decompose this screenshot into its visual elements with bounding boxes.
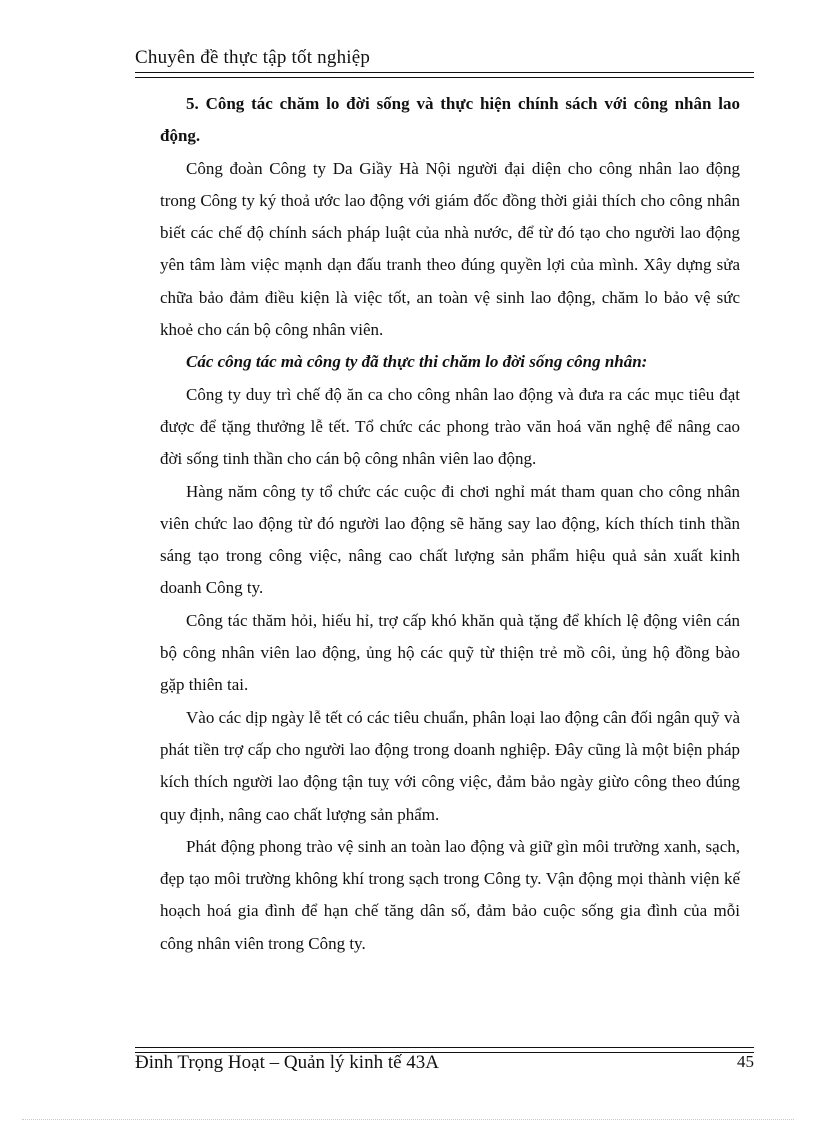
page-body — [160, 88, 740, 960]
header-double-rule — [135, 72, 754, 78]
page-number: 45 — [737, 1052, 754, 1071]
paragraph-2: Công ty duy trì chế độ ăn ca cho công nhân lao động và đưa ra các mục tiêu đạt được để tặng thưởng lễ tết. Tổ chức các phong trào văn hoá văn nghệ để nâng cao đời sống tinh thần cho cán bộ công nhân viên lao động. — [160, 384, 740, 469]
paragraph-3: Hàng năm công ty tổ chức các cuộc đi chơi nghỉ mát tham quan cho công nhân viên chức lao động từ đó người lao động sẽ hăng say lao động, kích thích tinh thần sáng tạo trong công việc, nâng cao chất lượng sản phẩm hiệu quả sản xuất kinh doanh Công ty. — [160, 481, 740, 598]
page-edge-divider — [22, 1119, 794, 1120]
paragraph-4: Công tác thăm hỏi, hiếu hỉ, trợ cấp khó khăn quà tặng để khích lệ động viên cán bộ công nhân viên lao động, ủng hộ các quỹ từ thiện trẻ mồ côi, ủng hộ đồng bào gặp thiên tai. — [160, 610, 740, 695]
running-header-title: Chuyên đề thực tập tốt nghiệp — [135, 47, 371, 68]
paragraph-1: Công đoàn Công ty Da Giầy Hà Nội người đại diện cho công nhân lao động trong Công ty ký thoả ước lao động với giám đốc đồng thời giải thích cho công nhân biết các chế độ chính sách pháp luật của nhà nước, để từ đó tạo cho người lao động yên tâm làm việc mạnh dạn đấu tranh theo đúng quyền lợi của mình. Xây dựng sửa chữa bảo đảm điều kiện là việc tốt, an toàn vệ sinh lao động, chăm lo bảo vệ sức khoẻ cho cán bộ công nhân viên. — [160, 158, 740, 340]
paragraph-5: Vào các dịp ngày lễ tết có các tiêu chuẩn, phân loại lao động cân đối ngân quỹ và phát tiền trợ cấp cho người lao động trong doanh nghiệp. Đây cũng là một biện pháp kích thích người lao động tận tuỵ với công việc, đảm bảo ngày giừo công theo đúng quy định, nâng cao chất lượng sản phẩm. — [160, 707, 740, 824]
paragraph-6: Phát động phong trào vệ sinh an toàn lao động và giữ gìn môi trường xanh, sạch, đẹp tạo môi trường không khí trong sạch trong Công ty. Vận động mọi thành viện kế hoạch hoá gia đình để hạn chế tăng dân số, đảm bảo cuộc sống gia đình của mỗi công nhân viên trong Công ty. — [160, 836, 740, 953]
italic-subheading: Các công tác mà công ty đã thực thi chăm lo đời sống công nhân: — [186, 352, 648, 372]
footer-author: Đinh Trọng Hoạt – Quản lý kinh tế 43A — [135, 1052, 439, 1073]
section-heading: 5. Công tác chăm lo đời sống và thực hiện chính sách với công nhân lao động. — [160, 94, 740, 146]
